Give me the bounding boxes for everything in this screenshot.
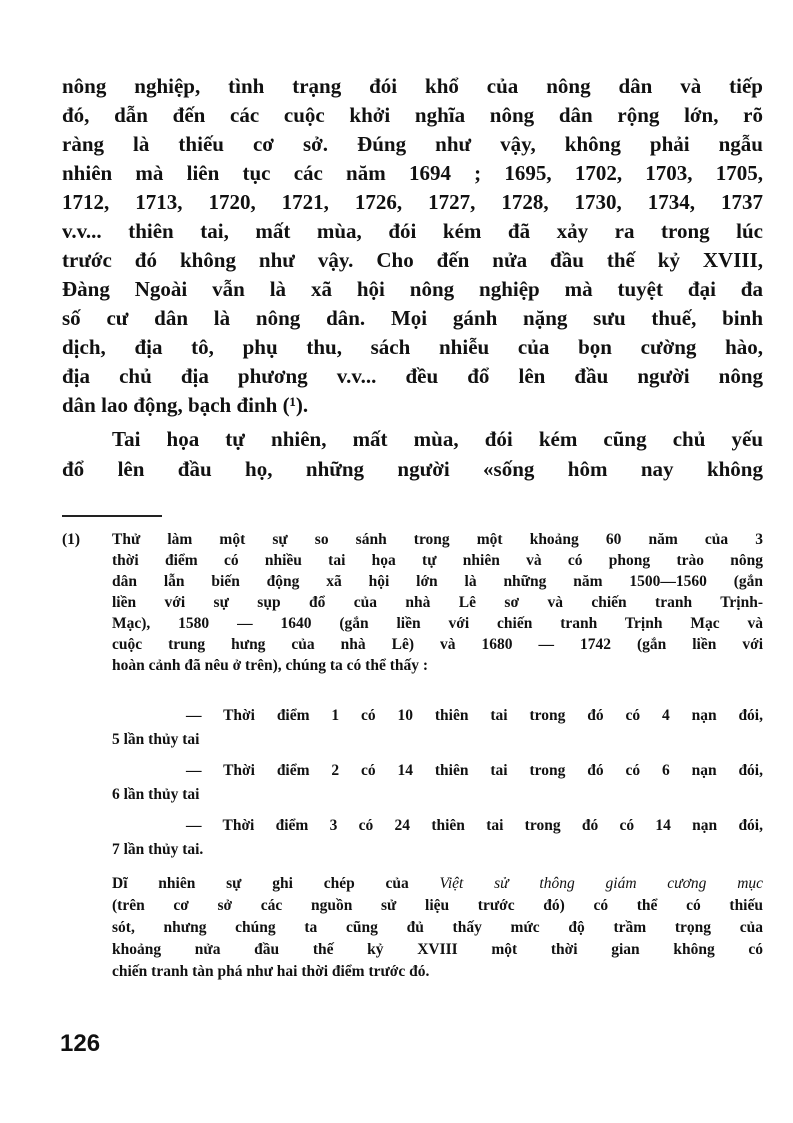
list-item: — Thời điểm 2 có 14 thiên tai trong đó có 6 nạn đói, <box>186 762 763 779</box>
text-line: dân lao động, bạch đinh (¹). <box>62 393 309 417</box>
text-line: trước đó không như vậy. Cho đến nửa đầu thế kỷ XVIII, <box>62 248 763 272</box>
text-line: 1712, 1713, 1720, 1721, 1726, 1727, 1728, 1730, 1734, 1737 <box>62 190 763 214</box>
text-line <box>112 874 763 894</box>
footnote-divider <box>62 515 162 517</box>
list-item-continuation: 7 lần thủy tai. <box>112 841 204 858</box>
list-item-continuation: 6 lần thủy tai <box>112 786 200 803</box>
text-line: Tai họa tự nhiên, mất mùa, đói kém cũng chủ yếu <box>112 427 763 451</box>
text-line: hoàn cảnh đã nêu ở trên), chúng ta có thể thấy : <box>112 657 429 674</box>
text-line: thời điểm có nhiều tai họa tự nhiên và có phong trào nông <box>112 552 763 569</box>
footnote-marker: (1) <box>62 531 81 548</box>
text-line: khoảng nửa đầu thế kỷ XVIII một thời gian không có <box>112 941 763 958</box>
text-line: Thử làm một sự so sánh trong một khoảng 60 năm của 3 <box>112 531 763 548</box>
text-line: (trên cơ sở các nguồn sử liệu trước đó) có thể có thiếu <box>112 897 763 914</box>
text-line: Mạc), 1580 — 1640 (gắn liền với chiến tranh Trịnh Mạc và <box>112 615 763 632</box>
list-item-continuation: 5 lần thủy tai <box>112 731 200 748</box>
text-line: sót, nhưng chúng ta cũng đủ thấy mức độ trầm trọng của <box>112 919 763 936</box>
text-line: Đàng Ngoài vẫn là xã hội nông nghiệp mà tuyệt đại đa <box>62 277 763 301</box>
text-line: ràng là thiếu cơ sở. Đúng như vậy, không phải ngẫu <box>62 132 763 156</box>
page-number: 126 <box>60 1030 101 1057</box>
text-line: đổ lên đầu họ, những người «sống hôm nay không <box>62 457 763 481</box>
text-line: v.v... thiên tai, mất mùa, đói kém đã xảy ra trong lúc <box>62 219 763 243</box>
book-title: Việt sử thông giám cương mục <box>439 875 764 892</box>
text-line: dịch, địa tô, phụ thu, sách nhiễu của bọn cường hào, <box>62 335 763 359</box>
list-item: — Thời điểm 1 có 10 thiên tai trong đó có 4 nạn đói, <box>186 707 763 724</box>
text-span: Dĩ nhiên sự ghi chép của <box>112 875 409 892</box>
text-line: số cư dân là nông dân. Mọi gánh nặng sưu thuế, binh <box>62 306 763 330</box>
text-line: nhiên mà liên tục các năm 1694 ; 1695, 1702, 1703, 1705, <box>62 161 763 185</box>
list-item: — Thời điểm 3 có 24 thiên tai trong đó có 14 nạn đói, <box>186 817 763 834</box>
text-line: liền với sự sụp đổ của nhà Lê sơ và chiến tranh Trịnh- <box>112 594 763 611</box>
text-line: chiến tranh tàn phá như hai thời điểm trước đó. <box>112 963 430 980</box>
text-line: dân lẫn biến động xã hội lớn là những năm 1500—1560 (gắn <box>112 573 763 590</box>
text-line: đó, dẫn đến các cuộc khởi nghĩa nông dân rộng lớn, rõ <box>62 103 763 127</box>
text-line: địa chủ địa phương v.v... đều đổ lên đầu người nông <box>62 364 763 388</box>
text-line: nông nghiệp, tình trạng đói khổ của nông dân và tiếp <box>62 74 763 98</box>
text-line: cuộc trung hưng của nhà Lê) và 1680 — 1742 (gắn liền với <box>112 636 763 653</box>
